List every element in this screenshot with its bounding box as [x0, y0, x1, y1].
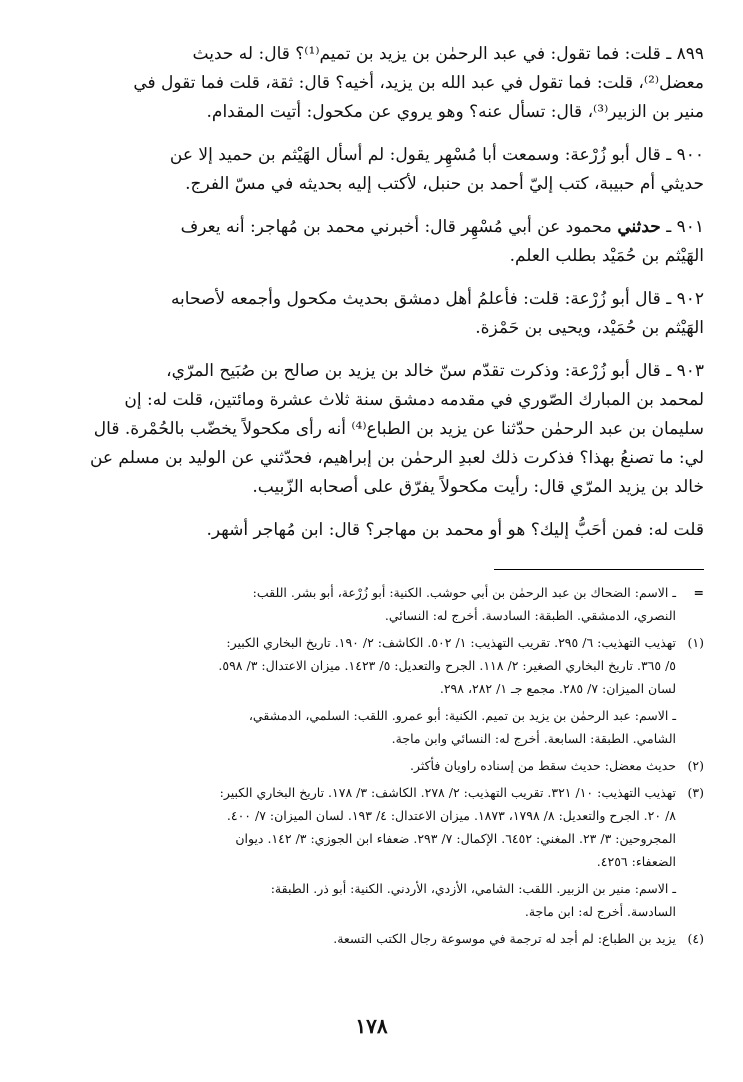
text-line: لي: ما تصنعُ بهذا؟ فذكرت ذلك لعبدِ الرحمٰن بن إبراهيم، فحدّثني عن الوليد بن مسلم عن [89, 448, 704, 468]
footnote-line: ٥/ ٣٦٥. تاريخ البخاري الصغير: ٢/ ١١٨. الجرح والتعديل: ٥/ ١٤٢٣. ميزان الاعتدال: ٣/ ٥٩٨. [218, 658, 676, 673]
footnote-body [58, 877, 676, 923]
footnote-line: النصري، الدمشقي. الطبقة: السادسة. أخرج له: النسائي. [384, 608, 676, 623]
footnote-body [58, 781, 676, 873]
page-number: ١٧٨ [355, 1014, 388, 1038]
separator-line [494, 569, 704, 570]
text-line: منير بن الزبير⁽³⁾، قال: تسأل عنه؟ وهو يروي عن مكحول: أتيت المقدام. [206, 102, 704, 122]
footnote-2 [58, 754, 704, 777]
text-line: حديثي أم حبيبة، كتب إليّ أحمد بن حنبل، لأكتب إليه بحديثه في مسّ الفرج. [185, 174, 704, 194]
footnote-3 [58, 781, 704, 873]
continuation-mark: = [693, 585, 704, 600]
text-line: خالد بن يزيد المرّي قال: رأيت مكحولاً يفرّق على أصحابه الزّبيب. [252, 477, 704, 497]
footnote-number: (١) [687, 635, 704, 650]
footnote-line: السادسة. أخرج له: ابن ماجة. [524, 904, 676, 919]
text-line: ٨٩٩ ـ قلت: فما تقول: في عبد الرحمٰن بن يزيد بن تميم⁽¹⁾؟ قال: له حديث [192, 44, 704, 64]
paragraph-903 [58, 357, 704, 502]
footnote-3-name [58, 877, 704, 923]
footnote-body [58, 581, 676, 627]
footnote-separator [58, 559, 704, 581]
footnote-body [58, 754, 676, 777]
footnote-body [58, 631, 676, 700]
text-line: ٩٠٣ ـ قال أبو زُرْعة: وذكرت تقدّم سنّ خالد بن يزيد بن صالح بن صُبَيح المرّي، [166, 361, 704, 381]
document-page [58, 40, 704, 954]
text-line: لمحمد بن المبارك الصّوري في مقدمه دمشق سنة ثلاث عشرة ومائتين، قلت له: إن [124, 390, 704, 410]
footnote-number: (٤) [687, 931, 704, 946]
footnote-line: تهذيب التهذيب: ٦/ ٢٩٥. تقريب التهذيب: ١/ ٥٠٢. الكاشف: ٢/ ١٩٠. تاريخ البخاري الكبير: [226, 635, 676, 650]
paragraph-number: ٩٠١ ـ [666, 217, 704, 237]
footnote-number: (٢) [687, 758, 704, 773]
footnote-line: الشامي. الطبقة: السابعة. أخرج له: النسائي وابن ماجة. [391, 731, 676, 746]
footnote-line: يزيد بن الطباع: لم أجد له ترجمة في موسوعة رجال الكتب التسعة. [333, 931, 676, 946]
paragraph-901 [58, 213, 704, 271]
text-line: قلت له: فمن أحَبُّ إليك؟ هو أو محمد بن مهاجر؟ قال: ابن مُهاجر أشهر. [206, 520, 704, 540]
footnote-line: لسان الميزان: ٧/ ٢٨٥. مجمع جـ ١/ ٢٨٢، ٢٩٨. [439, 681, 676, 696]
paragraph-900 [58, 141, 704, 199]
text-line: معضل⁽²⁾، قلت: فما تقول في عبد الله بن يزيد، أخيه؟ قال: ثقة، قلت فما تقول في [133, 73, 704, 93]
text-line: الهَيْثم بن حُمَيْد بطلب العلم. [509, 246, 704, 266]
footnote-line: تهذيب التهذيب: ١٠/ ٣٢١. تقريب التهذيب: ٢/ ٢٧٨. الكاشف: ٣/ ١٧٨. تاريخ البخاري الكبير: [219, 785, 676, 800]
footnote-line: ٨/ ٢٠. الجرح والتعديل: ٨/ ١٧٩٨، ١٨٧٣. ميزان الاعتدال: ٤/ ١٩٣. لسان الميزان: ٧/ ٤٠٠. [226, 808, 676, 823]
text-fragment: محمود عن أبي مُسْهِر قال: أخبرني محمد بن مُهاجر: أنه يعرف [180, 217, 612, 237]
footnote-body [58, 704, 676, 750]
bold-keyword: حدثني [617, 217, 661, 237]
text-line [58, 213, 704, 242]
footnote-line: ـ الاسم: منير بن الزبير. اللقب: الشامي، الأزدي، الأردني. الكنية: أبو ذر. الطبقة: [270, 881, 676, 896]
text-line: سليمان بن عبد الرحمٰن حدّثنا عن يزيد بن الطباع⁽⁴⁾ أنه رأى مكحولاً يخضّب بالحُمْرة. قال [93, 419, 704, 439]
footnote-line: حديث معضل: حديث سقط من إسناده راويان فأكثر. [409, 758, 676, 773]
footnote-line: الضعفاء: ٤٢٥٦. [596, 854, 676, 869]
footnote-1-name [58, 704, 704, 750]
footnotes [58, 581, 704, 950]
footnote-line: ـ الاسم: عبد الرحمٰن بن يزيد بن تميم. الكنية: أبو عمرو. اللقب: السلمي، الدمشقي، [248, 708, 676, 723]
footnote-body [58, 927, 676, 950]
text-line: ٩٠٢ ـ قال أبو زُرْعة: قلت: فأعلمُ أهل دمشق بحديث مكحول وأجمعه لأصحابه [170, 289, 704, 309]
text-line: ٩٠٠ ـ قال أبو زُرْعة: وسمعت أبا مُسْهِر يقول: لم أسأل الهَيْثم بن حميد إلا عن [169, 145, 704, 165]
footnote-4 [58, 927, 704, 950]
text-line: الهَيْثم بن حُمَيْد، ويحيى بن حَمْزة. [475, 318, 704, 338]
footnote-1 [58, 631, 704, 700]
paragraph-902 [58, 285, 704, 343]
footnote-line: ـ الاسم: الضحاك بن عبد الرحمٰن بن أبي حوشب. الكنية: أبو زُرْعة، أبو بشر. اللقب: [252, 585, 676, 600]
footnote-line: المجروحين: ٣/ ٢٣. المغني: ٦٤٥٢. الإكمال: ٧/ ٢٩٣. ضعفاء ابن الجوزي: ٣/ ١٤٢. ديوان [235, 831, 676, 846]
paragraph-899 [58, 40, 704, 127]
footnote-number: (٣) [687, 785, 704, 800]
paragraph-904 [58, 516, 704, 545]
footnote-continuation [58, 581, 704, 627]
